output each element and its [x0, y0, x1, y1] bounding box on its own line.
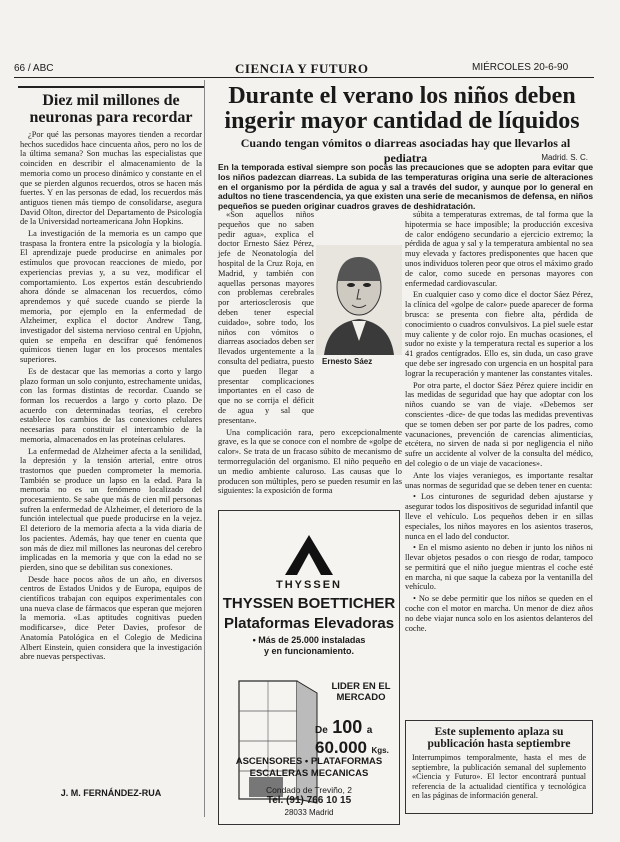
article-paragraph: súbita a temperaturas extremas, de tal forma que la hipotermia se hace imposible; la producción excesiva de calor endógeno secundario a ejercicio extremo; la pérdida de agua y sal y la temperatura ambiental no sea muy elevada y factores predisponentes que hacen que unos individuos toleren peor que otros el máximo grado de calor, como sucede en personas mayores con enfermedad cardiovascular.: [405, 210, 593, 288]
thyssen-logo-icon: [281, 533, 337, 577]
sidebar-paragraph: La investigación de la memoria es un campo que traspasa la frontera entre la psicología y la biología. El aprendizaje puede producirse en animales por estímulos que provocan reacciones de miedo, por experiencias previas y, a su vez, modificar el comportamiento. Los expertos están descubriendo ahora dónde se almacenan los recuerdos, cómo aprendemos y qué sucede cuando se pierde la memoria, por ejemplo en la enfermedad de Alzheimer, explica el doctor Andrew Tang, investigador del sistema nervioso central en Upjohn, quien se empeña en descifrar qué fenómenos químicos tienen lugar en los procesos mentales superiores.: [20, 229, 202, 365]
brand-small: THYSSEN: [276, 579, 342, 591]
load-range: [315, 717, 397, 758]
ad-address: Condado de Treviño, 2: [265, 785, 352, 795]
sidebar-top-rule: [18, 86, 204, 88]
article-bullet: • En el mismo asiento no deben ir junto los niños ni llevar objetos pesados o con riesgo de rodar, tampoco se permitirá que el niño juegue mientras el coche esté en marcha, ni que saque la cabeza por la ventanilla del vehículo.: [405, 543, 593, 592]
notice-body: Interrumpimos temporalmente, hasta el mes de septiembre, la publicación semanal del suplemento «Ciencia y Futuro». El lector encontrará puntual referencia de la actualidad científica y tecnológica en las páginas de información general.: [412, 753, 586, 801]
ad-line-1: • Más de 25.000 instaladas: [252, 635, 366, 645]
article-paragraph: «Son aquellos niños pequeños que no saben pedir agua», explica el doctor Ernesto Sáez Pérez, jefe de Neonatología del hospital de la Cruz Roja, en Madrid, y también con aquellas personas mayores con problemas cerebrales por arteriosclerosis que deben tener especial cuidado», sobre todo, los niños con vómitos o diarreas asociados deben ser llevados urgentemente a la consulta del pediatra, puesto que pueden llegar a presentar complicaciones importantes en el caso de que no se corrija el déficit de agua y sal que presentan».: [218, 210, 314, 425]
load-max: 60.000: [315, 738, 367, 757]
article-headline: Durante el verano los niños deben ingerir mayor cantidad de líquidos: [224, 83, 580, 134]
article-paragraph: Ante los viajes veraniegos, es importante resaltar unas normas de seguridad que se deben tener en cuenta:: [405, 470, 593, 490]
badge-line-2: MERCADO: [336, 692, 386, 703]
load-min: 100: [332, 717, 363, 737]
page-number: 66 / ABC: [14, 63, 54, 74]
brand-name: THYSSEN BOETTICHER: [222, 595, 396, 612]
header-rule: [14, 77, 594, 78]
article-paragraph: Por otra parte, el doctor Sáez Pérez quiere incidir en las medidas de seguridad que hay que adoptar con los niños cuando se van de viaje. «Debemos ser conscientes -dice- de que todas las medidas preventivas que se tomen deben ser por parte de los padres, como vacunaciones, prevención de carencias alimenticias, etcétera, no sirven de nada si por negligencia el niño sufre un accidente al volver de la consulta del médico, del colegio o de un viaje de vacaciones».: [405, 380, 593, 468]
article-bullet: • No se debe permitir que los niños se queden en el coche con el motor en marcha. Un menor de diez años no debe viajar nunca solo en los asientos delanteros del coche.: [405, 594, 593, 633]
load-unit: Kgs.: [371, 746, 389, 755]
photo-caption: Ernesto Sáez: [322, 357, 373, 366]
article-column-2: [405, 210, 593, 635]
ad-line-2: y en funcionamiento.: [263, 646, 354, 656]
issue-date: MIÉRCOLES 20-6-90: [472, 62, 569, 73]
ad-footer-1: ASCENSORES • PLATAFORMAS: [235, 756, 383, 767]
load-mid: a: [366, 725, 373, 736]
section-title: CIENCIA Y FUTURO: [235, 61, 369, 76]
product-name: Plataformas Elevadoras: [223, 615, 395, 632]
article-bullet: • Los cinturones de seguridad deben ajustarse y asegurar todos los dispositivos de seguridad infantil que lleve el vehículo. Los pequeños deben ir en sillas especiales, los niños mayores en los asientos traseros, nunca en el lado del conductor.: [405, 492, 593, 541]
sidebar-signature: J. M. FERNÁNDEZ-RUA: [60, 788, 162, 798]
ad-footer-2: ESCALERAS MECANICAS: [249, 768, 369, 779]
ad-phone: Tel. (91) 766 10 15: [266, 795, 352, 806]
article-subhead: Cuando tengan vómitos o diarreas asociadas hay que llevarlos al pediatra: [240, 136, 571, 165]
ad-city: 28033 Madrid: [284, 808, 334, 817]
article-paragraph: Una complicación rara, pero excepcionalmente grave, es la que se conoce con el nombre de «golpe de calor». Se trata de un fracaso súbito de mecanismo de termorregulación del organismo. El niño pequeño en un medio ambiente caluroso. Las causas que lo producen son múltiples, pero se pueden resumir en las siguientes: la exposición de forma: [218, 427, 402, 496]
article-lead: En la temporada estival siempre son pocas las precauciones que se adopten para evitar que los niños padezcan diarreas. La subida de las temperaturas origina una serie de alteraciones en el organismo por la pérdida de agua y sal a través del sudor, y aunque por lo general en adultos no tiene trascendencia, ya que existen una serie de mecanismos de defensa, en niños pequeños se pueden originar cuadros graves de deshidratación.: [218, 162, 593, 212]
load-prefix: De: [315, 725, 328, 736]
sidebar-paragraph: La enfermedad de Alzheimer afecta a la senilidad, la depresión y la tensión arterial, entre otros trastornos que pueden comprometer la memoria. También se produce un lapso en la edad. Para la memoria no es un fenómeno localizado del procesamiento. Se sabe que más de cien mil personas sufren la enfermedad de Alzheimer, el deterioro de la función intelectual que puede producirse en la vejez. El deterioro de la memoria afecta a la vida diaria de los pacientes. Además, hay que tener en cuenta que son más de diez mil millones las neuronas del cerebro implicadas en la memoria y que con la edad no se pierden, sino que se debilitan sus conexiones.: [20, 446, 202, 572]
sidebar-paragraph: Es de destacar que las memorias a corto y largo plazo forman un solo conjunto, estrechamente unidas, con las formas distintas de recordar. Cuando se forman los recuerdos a largo y corto plazo. De acuerdo con determinadas teorías, el cerebro establece los cambios de las conexiones celulares necesarias para constituir el intercambio de la memoria, almacenados en las proteínas celulares.: [20, 366, 202, 444]
sidebar-paragraph: Desde hace pocos años de un año, en diversos centros de Estados Unidos y de Europa, equipos de científicos trabajan con equipos experimentales con una nueva clase de fármacos que esperan que mejoren la memoria. «Las aptitudes cognitivas pueden modificarse», dice Peter Davies, profesor de Anatomía Patológica en el Colegio de Medicina Albert Einstein, quien considera que la investigación abre nuevas perspectivas.: [20, 574, 202, 662]
supplement-notice: [405, 720, 593, 814]
article-paragraph: En cualquier caso y como dice el doctor Sáez Pérez, la clínica del «golpe de calor» puede aparecer de forma brusca: se presenta con fiebre alta, pérdida de conocimiento o cuadros convulsivos. La piel suele estar muy caliente y de color rojo. En muchas ocasiones, el sudor no existe y la temperatura rectal es superior a los 41 grados centígrados. Ello es, sin duda, un caso grave que debe ser ingresado con urgencia en un hospital para lograr la recuperación y mantener las constantes vitales.: [405, 290, 593, 378]
badge-line-1: LIDER EN EL: [331, 681, 391, 692]
thyssen-advertisement: [218, 510, 400, 825]
sidebar-headline: Diez mil millones de neuronas para recordar: [29, 92, 193, 126]
sidebar-paragraph: ¿Por qué las personas mayores tienden a recordar hechos sucedidos hace cincuenta años, pero no los de la última semana? Son muchas las especialistas que coinciden en describir el almacenamiento de la memoria como un proceso dinámico y constante en el que se pierden algunos recuerdos, otros se hacen más fuertes. Y en las personas de edad, los recuerdos más antiguos tienen más tiempo de consolidarse, asegura David Olton, director del Departamento de Psicología de la Universidad norteamericana John Hopkins.: [20, 130, 202, 227]
article-dateline: Madrid. S. C.: [541, 153, 588, 162]
sidebar-body: [20, 130, 202, 664]
portrait-photo: [316, 245, 402, 355]
leader-badge: [329, 681, 393, 703]
notice-title: Este suplemento aplaza su publicación hasta septiembre: [427, 726, 571, 750]
